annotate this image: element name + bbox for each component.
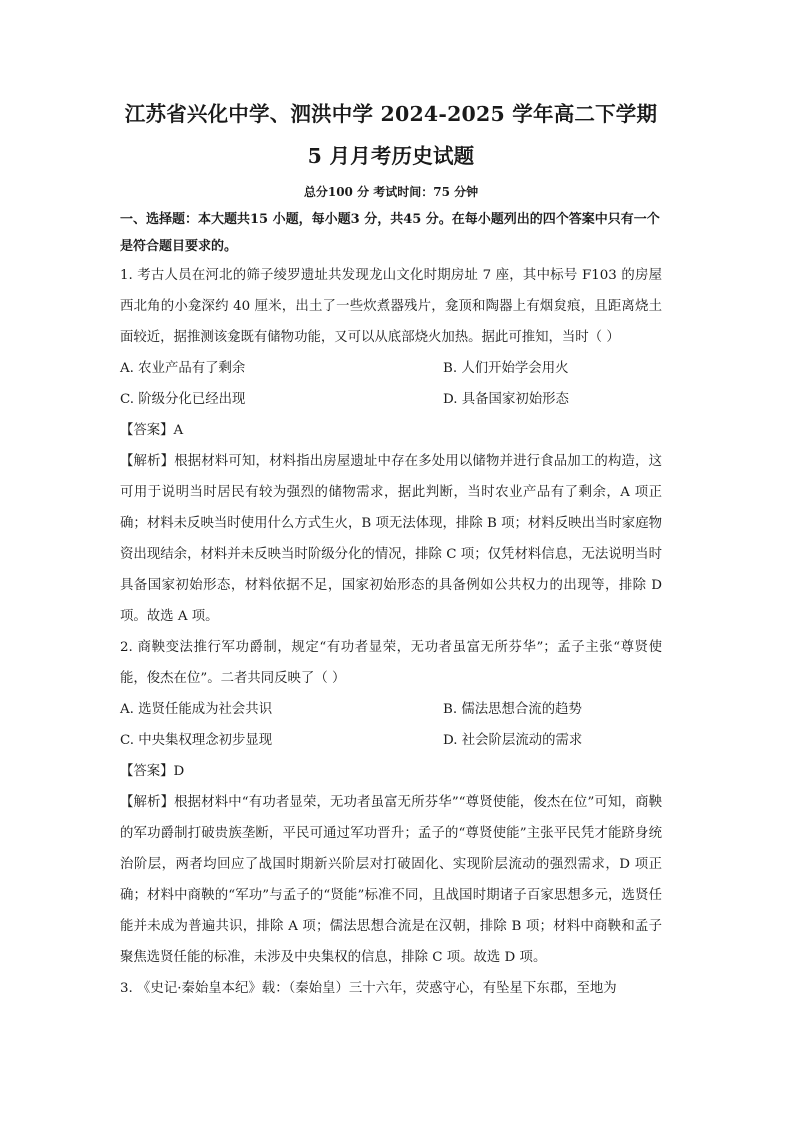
question-1 xyxy=(120,260,662,632)
option-b: B. 儒法思想合流的趋势 xyxy=(443,702,582,717)
question-2-analysis: 【解析】根据材料中“有功者显荣，无功者虽富无所芬华”“尊贤使能，俊杰在位”可知，商鞅的军功爵制打破贵族垄断，平民可通过军功晋升；孟子的“尊贤使能”主张平民凭才能跻身统治阶层，两者均回应了战国时期新兴阶层对打破固化、实现阶层流动的强烈需求，D 项正确；材料中商鞅的“军功”与孟子的“贤能”标准不同，且战国时期诸子百家思想多元，选贤任能并未成为普遍共识，排除 A 项；儒法思想合流是在汉朝，排除 B 项；材料中商鞅和孟子聚焦选贤任能的标准，未涉及中央集权的信息，排除 C 项。故选 D 项。 xyxy=(120,795,662,965)
section-heading: 一、选择题：本大题共15 小题，每小题3 分，共45 分。在每小题列出的四个答案中只有一个是符合题目要求的。 xyxy=(120,212,660,254)
question-2-answer: 【答案】D xyxy=(120,764,185,779)
option-a: A. 农业产品有了剩余 xyxy=(120,361,246,376)
question-3-stem: 3. 《史记·秦始皇本纪》载：（秦始皇）三十六年，荧惑守心，有坠星下东郡，至地为 xyxy=(120,981,617,996)
document-title-line1: 江苏省兴化中学、泗洪中学 2024-2025 学年高二下学期 xyxy=(124,102,658,126)
option-a: A. 选贤任能成为社会共识 xyxy=(120,702,273,717)
question-2-stem: 2. 商鞅变法推行军功爵制，规定“有功者显荣，无功者虽富无所芬华”；孟子主张“尊贤使能，俊杰在位”。二者共同反映了（ ） xyxy=(120,640,662,686)
question-2 xyxy=(120,632,662,973)
question-2-options xyxy=(120,694,662,756)
question-3 xyxy=(120,973,662,1004)
option-c: C. 中央集权理念初步显现 xyxy=(120,733,273,748)
option-d: D. 具备国家初始形态 xyxy=(443,392,569,407)
option-d: D. 社会阶层流动的需求 xyxy=(443,733,583,748)
document-title-line2: 5 月月考历史试题 xyxy=(307,144,475,168)
option-c: C. 阶级分化已经出现 xyxy=(120,392,246,407)
question-1-analysis: 【解析】根据材料可知，材料指出房屋遗址中存在多处用以储物并进行食品加工的构造，这可用于说明当时居民有较为强烈的储物需求，据此判断，当时农业产品有了剩余，A 项正确；材料未反映当时使用什么方式生火，B 项无法体现，排除 B 项；材料反映出当时家庭物资出现结余，材料并未反映当时阶级分化的情况，排除 C 项；仅凭材料信息，无法说明当时具备国家初始形态，材料依据不足，国家初始形态的具备例如公共权力的出现等，排除 D 项。故选 A 项。 xyxy=(120,454,662,624)
question-1-stem: 1. 考古人员在河北的筛子绫罗遗址共发现龙山文化时期房址 7 座，其中标号 F103 的房屋西北角的小龛深约 40 厘米，出土了一些炊煮器残片，龛顶和陶器上有烟炱痕，且距离烧土面较近，据推测该龛既有储物功能，又可以从底部烧火加热。据此可推知，当时（ ） xyxy=(120,268,662,345)
question-1-answer: 【答案】A xyxy=(120,423,184,438)
exam-meta: 总分100 分 考试时间：75 分钟 xyxy=(303,185,479,199)
question-1-options xyxy=(120,353,662,415)
option-b: B. 人们开始学会用火 xyxy=(443,361,569,376)
